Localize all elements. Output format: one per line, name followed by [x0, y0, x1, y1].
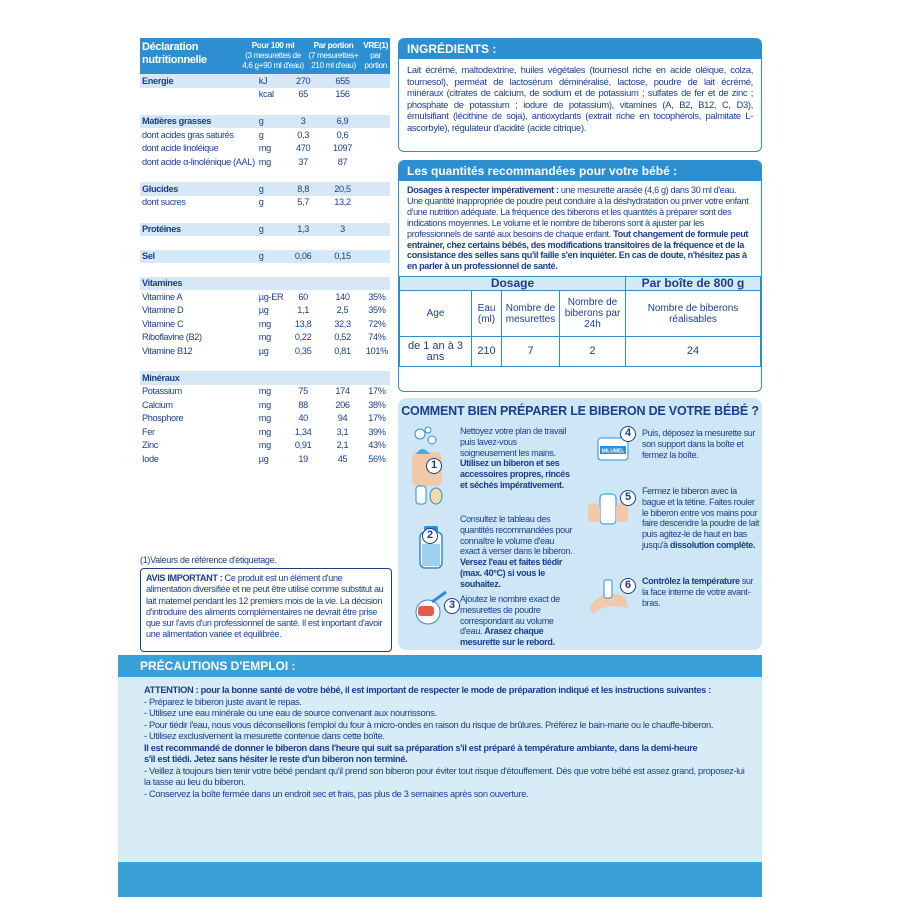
table-row: [140, 317, 390, 331]
energy-row: [140, 74, 390, 88]
carbs-portion: 20,5: [321, 182, 364, 196]
precautions-text: [144, 685, 754, 800]
row-label: Fer: [142, 426, 155, 437]
row-label: Zinc: [142, 440, 158, 451]
row-100: 0,35: [294, 345, 312, 356]
salt-row: [140, 250, 390, 264]
row-portion: 3,1: [336, 426, 349, 437]
fat-row: [140, 115, 390, 129]
row-portion: 2,5: [336, 305, 349, 316]
row-portion: 94: [337, 413, 348, 424]
row-label: Vitamine A: [142, 291, 183, 302]
row-unit: µg: [258, 345, 269, 356]
table-row: [140, 290, 390, 304]
dosage-text: une mesurette arasée (4,6 g) dans 30 ml d'eau. Une quantité inappropriée de poudre peut conduire à la déshydratation ou priver votre enfant d'une nutrition adéquate. La fréquence des biberons et les quantités à préparer sont des indications moyennes. Le volume et le nombre de biberons sont à ajuster par les professionnels de santé aux besoins de chaque enfant.: [407, 185, 749, 239]
vitamins-header: Vitamines: [140, 277, 390, 291]
cell-eau: 210: [472, 337, 502, 367]
row-100: 88: [298, 399, 308, 410]
row-vre: 17%: [368, 386, 386, 397]
row-100: 37: [298, 156, 308, 167]
precaution-line: ATTENTION : pour la bonne santé de votre bébé, il est important de respecter le mode de préparation indiqué et les instructions suivantes :: [144, 685, 711, 695]
fat-portion: 6,9: [321, 115, 364, 129]
row-vre: 17%: [368, 413, 386, 424]
row-100: 40: [298, 413, 308, 424]
row-unit: µg: [258, 305, 269, 316]
table-row: [140, 128, 390, 142]
row-100: 1,1: [297, 305, 310, 316]
row-vre: 39%: [368, 426, 386, 437]
row-unit: mg: [258, 399, 271, 410]
row-portion: 1097: [332, 143, 352, 154]
step-6-text: Contrôlez la température sur la face interne de votre avant-bras.: [642, 576, 754, 608]
row-unit: mg: [258, 440, 271, 451]
precaution-line: s'il est tiédi. Jetez sans hésiter le reste d'un biberon non terminé.: [144, 754, 408, 764]
row-100: 1,34: [294, 426, 312, 437]
step-1-number: 1: [426, 458, 442, 474]
row-vre: 74%: [368, 332, 386, 343]
row-label: Potassium: [142, 386, 182, 397]
row-unit: µg: [258, 453, 269, 464]
protein-portion: 3: [321, 223, 364, 237]
row-100: 75: [298, 386, 308, 397]
table-row: [140, 155, 390, 169]
row-label: Vitamine D: [142, 305, 184, 316]
preparation-panel: [398, 398, 762, 650]
avis-important-box: [140, 568, 392, 652]
col-vre: VRE(1) par portion: [363, 41, 388, 70]
precaution-line: la tasse au lieu du biberon.: [144, 777, 246, 787]
protein-unit: g: [257, 223, 285, 237]
protein-label: Protéines: [140, 223, 257, 237]
step-4-number: 4: [620, 426, 636, 442]
ingredients-text: Lait écrémé, maltodextrine, huiles végétales (tournesol riche en acide oléique, colza, tournesol), perméat de lactosérum déminéralisé, lactose, poudre de lait écrémé, minéraux (citrates de calcium, de sodium et de potassium ; sulfates de fer et de zinc ; phosphate de potassium ; iodure de potassium), vitamines (A, B2, B12, C, D3), émulsifiant (lécithine de soja), antioxydants (extrait riche en tocophérols, palmitate L-ascorbyle), régulateur d'acidité (acide citrique).: [407, 64, 753, 133]
step-4-text: Puis, déposez la mesurette sur son support dans la boîte et fermez la boîte.: [642, 428, 756, 460]
dosage-table: [399, 276, 761, 367]
table-row: [140, 439, 390, 453]
table-row: [140, 331, 390, 345]
table-row: [140, 452, 390, 466]
fat-100: 3: [285, 115, 321, 129]
precaution-line: - Conservez la boîte fermée dans un endroit sec et frais, pas plus de 3 semaines après son ouverture.: [144, 788, 529, 799]
step-5-text: Fermez le biberon avec la bague et la tétine. Faites rouler le biberon entre vos mains pour faire descendre la poudre de lait puis agitez-le de haut en bas jusqu'à dissolution complète.: [642, 486, 760, 550]
row-vre: 56%: [368, 453, 386, 464]
row-label: dont acides gras saturés: [142, 129, 234, 140]
salt-100: 0,06: [285, 250, 321, 264]
row-vre: 35%: [368, 305, 386, 316]
quantities-header: Les quantités recommandées pour votre bébé :: [399, 161, 761, 181]
salt-unit: g: [257, 250, 285, 264]
step-3-number: 3: [444, 598, 460, 614]
row-unit: mg: [258, 332, 271, 343]
row-label: Calcium: [142, 399, 173, 410]
protein-100: 1,3: [285, 223, 321, 237]
row-portion: 206: [335, 399, 350, 410]
cell-bib: 2: [560, 337, 626, 367]
row-portion: 0,52: [334, 332, 351, 343]
row-unit: mg: [258, 426, 271, 437]
brand-label: MILUMEL: [601, 448, 625, 455]
fat-unit: g: [257, 115, 285, 129]
col-age: Age: [400, 291, 472, 337]
bottle-parts-icon: [414, 482, 444, 508]
energy-kj-100: 270: [285, 74, 321, 88]
step-6-number: 6: [620, 578, 636, 594]
row-100: 0,22: [294, 332, 312, 343]
row-unit: g: [258, 129, 264, 140]
sugars-portion: 13,2: [334, 197, 351, 208]
row-label: Phosphore: [142, 413, 184, 424]
row-vre: 35%: [368, 291, 386, 302]
row-unit: mg: [258, 413, 271, 424]
ingredients-header: INGRÉDIENTS :: [399, 39, 761, 59]
cell-mes: 7: [502, 337, 560, 367]
col-eau: Eau (ml): [472, 291, 502, 337]
row-unit: mg: [258, 143, 271, 154]
cell-age: de 1 an à 3 ans: [400, 337, 472, 367]
row-unit: mg: [258, 156, 271, 167]
row-label: dont acide linoléique: [142, 143, 219, 154]
avis-title: AVIS IMPORTANT :: [146, 573, 223, 583]
step-2-number: 2: [422, 528, 438, 544]
col-mes: Nombre de mesurettes: [502, 291, 560, 337]
row-portion: 174: [335, 386, 350, 397]
col-per-portion: Par portion (7 mesurettes+ 210 ml d'eau): [308, 41, 359, 70]
dosage-label: Dosage: [400, 277, 626, 291]
row-portion: 2,1: [336, 440, 349, 451]
row-portion: 32,3: [334, 318, 351, 329]
row-portion: 140: [335, 291, 350, 302]
precautions-panel: [118, 655, 762, 897]
precaution-line: - Utilisez une eau minérale ou une eau de source convenant aux nourrissons.: [144, 708, 437, 718]
row-portion: 0,6: [336, 129, 349, 140]
avis-text: Ce produit est un élément d'une alimentation diversifiée et ne peut être utilisé comme substitut au lait maternel pendant les 12 premiers mois de la vie. La décision d'introduire des aliments complémentaires ne devrait être prise que sur l'avis d'un professionnel de santé. Il est important d'avoir une alimentation variée et équilibrée.: [146, 573, 384, 640]
row-portion: 0,81: [334, 345, 351, 356]
carbs-100: 8,8: [285, 182, 321, 196]
dosage-strong: Dosages à respecter impérativement :: [407, 185, 559, 195]
energy-kj-unit: kJ: [257, 74, 285, 88]
row-portion: 87: [337, 156, 348, 167]
row-vre: 38%: [368, 399, 386, 410]
carbs-unit: g: [257, 182, 285, 196]
precaution-line: Il est recommandé de donner le biberon dans l'heure qui suit sa préparation s'il est préparé à température ambiante, dans la demi-heure: [144, 742, 698, 753]
energy-kj-portion: 655: [321, 74, 364, 88]
box-label: Par boîte de 800 g: [626, 277, 761, 291]
nutrition-title: Déclaration nutritionnelle: [142, 41, 207, 66]
step-5-number: 5: [620, 490, 636, 506]
table-row: [140, 385, 390, 399]
precaution-line: - Veillez à toujours bien tenir votre bébé pendant qu'il prend son biberon pour éviter tout risque d'étouffement. Dès que votre bébé est assez grand, proposez-lui: [144, 765, 745, 776]
salt-portion: 0,15: [321, 250, 364, 264]
row-100: 60: [298, 291, 308, 302]
table-row: [140, 142, 390, 156]
row-100: 470: [296, 143, 311, 154]
minerals-header: Minéraux: [140, 371, 390, 385]
row-vre: 43%: [368, 440, 386, 451]
row-100: 0,91: [294, 440, 312, 451]
energy-kcal-unit: kcal: [258, 89, 274, 100]
table-row: [140, 304, 390, 318]
cell-real: 24: [626, 337, 761, 367]
energy-kcal-100: 65: [298, 89, 308, 100]
ingredients-box: [398, 38, 762, 152]
change-text: Tout changement de formule peut entrainer, chez certains bébés, des modifications transitoires de la fréquence et de la consistance des selles sans qu'il faille s'en inquiéter. En cas de doute, n'hésitez pas à en parler à un professionnel de santé.: [407, 228, 749, 272]
precaution-line: - Préparez le biberon juste avant le repas.: [144, 696, 302, 707]
protein-row: [140, 223, 390, 237]
table-row: [140, 425, 390, 439]
precaution-line: - Pour tiédir l'eau, nous vous déconseillons l'emploi du four à micro-ondes en raison du risque de brûlures. Préférez le bain-marie ou le chauffe-biberon.: [144, 719, 714, 730]
footnote: (1)Valeurs de référence d'étiquetage.: [140, 555, 277, 565]
row-100: 19: [298, 453, 308, 464]
row-label: dont acide α-linolénique (AAL): [142, 156, 255, 167]
nutrition-table: [140, 38, 390, 466]
energy-kcal-portion: 156: [335, 89, 350, 100]
fat-label: Matières grasses: [140, 115, 257, 129]
step-1-text: Nettoyez votre plan de travail puis lavez-vous soigneusement les mains. Utilisez un biberon et ses accessoires propres, rincés et séchés impérativement.: [460, 426, 570, 490]
row-label: Iode: [142, 453, 159, 464]
energy-label: Energie: [140, 74, 257, 88]
row-100: 13,8: [294, 318, 312, 329]
row-unit: µg-ER: [258, 291, 284, 302]
row-label: Vitamine C: [142, 318, 184, 329]
carbs-label: Glucides: [140, 182, 257, 196]
row-100: 0,3: [297, 129, 310, 140]
step-2-text: Consultez le tableau des quantités recommandées pour connaître le volume d'eau exact à verser dans le biberon. Versez l'eau et faites tiédir (max. 40°C) si vous le souhaitez.: [460, 514, 573, 589]
row-label: Riboflavine (B2): [142, 332, 202, 343]
table-row: [140, 412, 390, 426]
sugars-100: 5,7: [297, 197, 310, 208]
row-unit: mg: [258, 318, 271, 329]
row-label: Vitamine B12: [142, 345, 193, 356]
sugars-unit: g: [258, 197, 264, 208]
precaution-line: - Utilisez exclusivement la mesurette contenue dans cette boîte.: [144, 731, 385, 741]
row-vre: 72%: [368, 318, 386, 329]
precautions-header: PRÉCAUTIONS D'EMPLOI :: [140, 659, 296, 673]
carbs-row: [140, 182, 390, 196]
table-row: [140, 344, 390, 358]
table-row: [140, 398, 390, 412]
col-bib: Nombre de biberons par 24h: [560, 291, 626, 337]
row-portion: 45: [337, 453, 348, 464]
salt-label: Sel: [140, 250, 257, 264]
preparation-title: COMMENT BIEN PRÉPARER LE BIBERON DE VOTRE BÉBÉ ?: [401, 404, 759, 418]
sugars-label: dont sucres: [142, 197, 186, 208]
col-real: Nombre de biberons réalisables: [626, 291, 761, 337]
quantities-box: [398, 160, 762, 392]
col-per-100ml: Pour 100 ml (3 mesurettes de 4,6 g+90 ml d'eau): [242, 41, 304, 70]
row-vre: 101%: [365, 345, 388, 356]
step-3-text: Ajoutez le nombre exact de mesurettes de poudre correspondant au volume d'eau. Arasez chaque mesurette sur le rebord.: [460, 594, 560, 648]
row-unit: mg: [258, 386, 271, 397]
sugars-row: [140, 196, 390, 210]
energy-kcal-row: [140, 88, 390, 102]
